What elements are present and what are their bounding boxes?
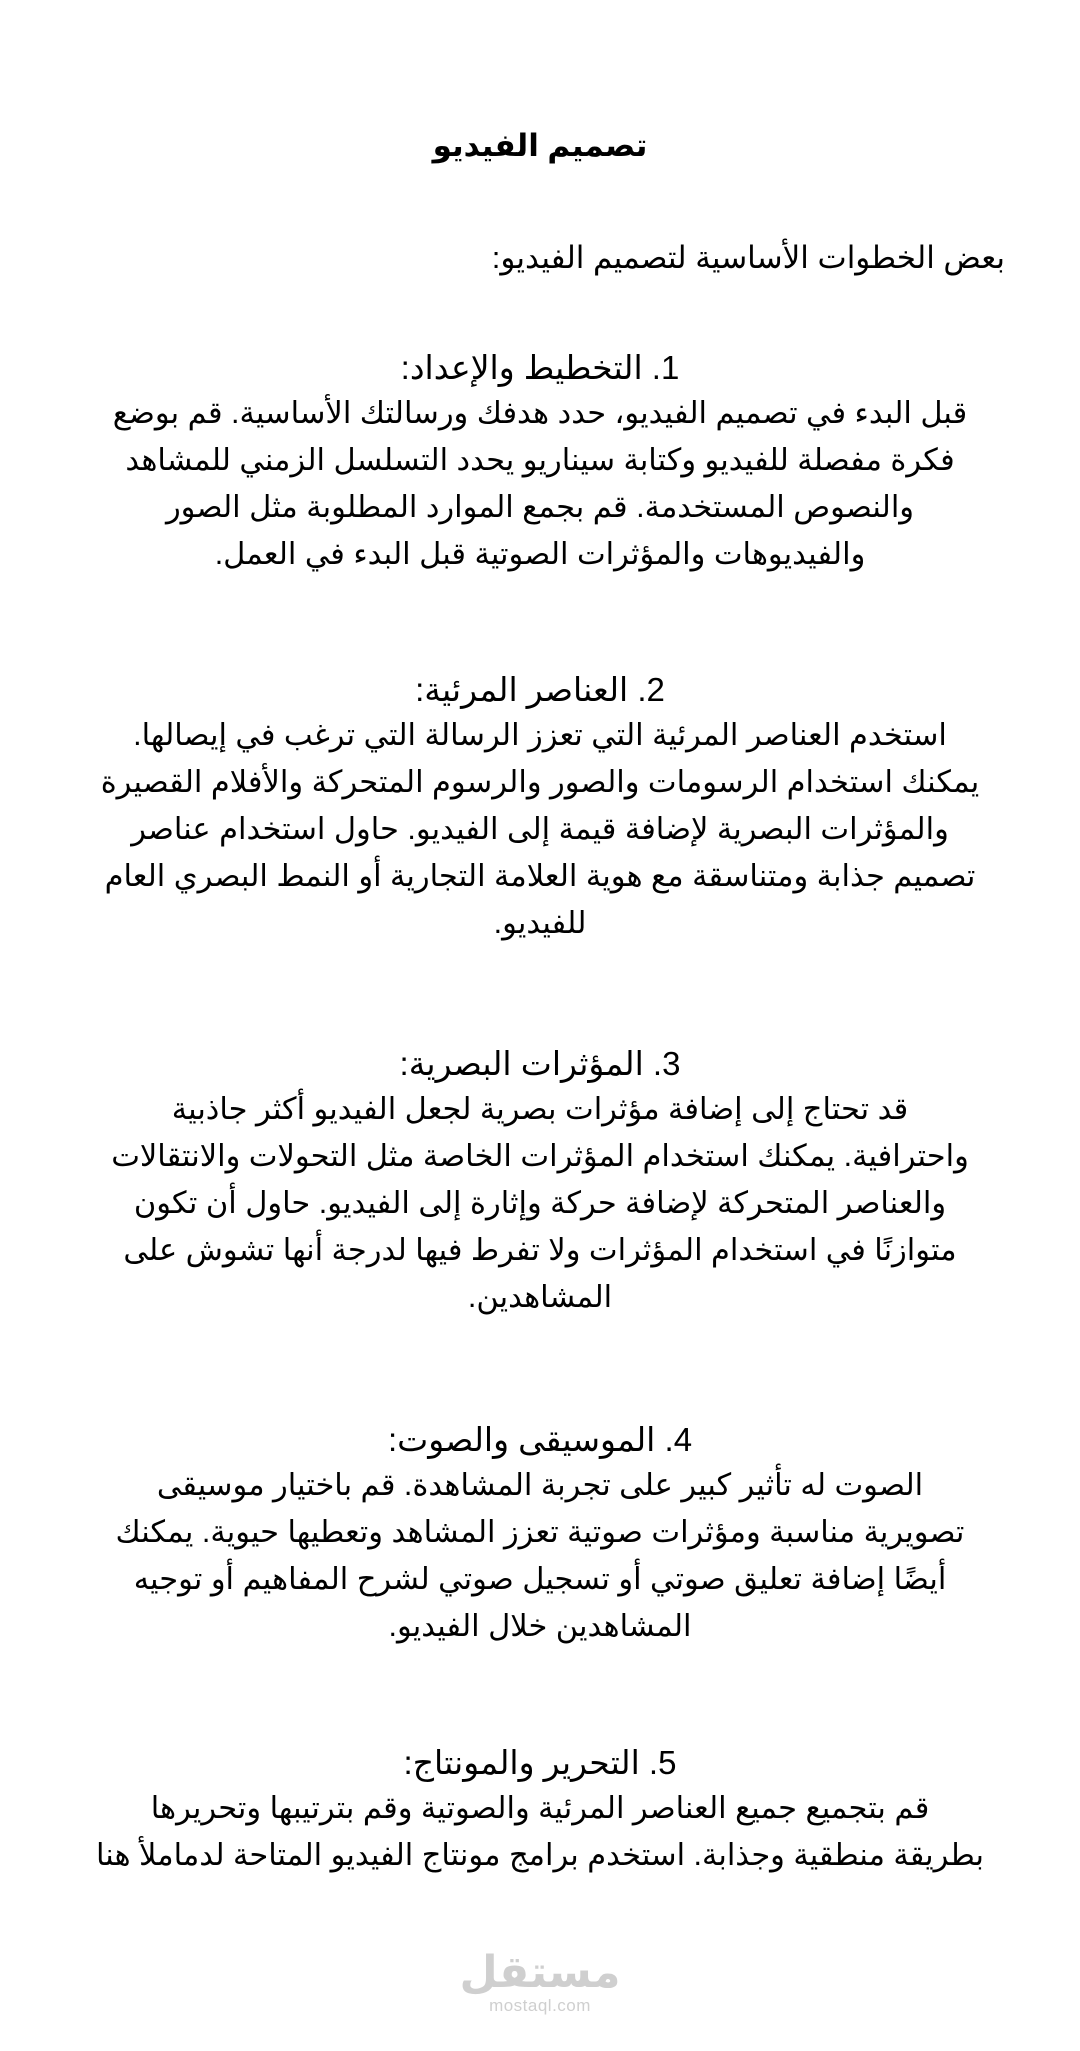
body-line: قد تحتاج إلى إضافة مؤثرات بصرية لجعل الفيديو أكثر جاذبية bbox=[171, 1092, 909, 1126]
section-body bbox=[60, 712, 1020, 947]
section-body bbox=[60, 1462, 1020, 1650]
section-visual-elements bbox=[60, 668, 1020, 947]
body-line: تصميم جذابة ومتناسقة مع هوية العلامة التجارية أو النمط البصري العام bbox=[104, 859, 976, 893]
document-title: تصميم الفيديو bbox=[432, 128, 648, 163]
section-body bbox=[60, 1086, 1020, 1321]
body-line: متوازنًا في استخدام المؤثرات ولا تفرط فيها لدرجة أنها تشوش على bbox=[123, 1233, 957, 1267]
section-heading: 1. التخطيط والإعداد: bbox=[400, 349, 680, 386]
intro-paragraph: بعض الخطوات الأساسية لتصميم الفيديو: bbox=[491, 240, 1005, 275]
body-line: بطريقة منطقية وجذابة. استخدم برامج مونتاج الفيديو المتاحة لدماملأ هنا bbox=[96, 1838, 984, 1872]
body-line: يمكنك استخدام الرسومات والصور والرسوم المتحركة والأفلام القصيرة bbox=[100, 765, 980, 799]
mostaql-watermark bbox=[0, 1950, 1080, 2016]
body-line: والفيديوهات والمؤثرات الصوتية قبل البدء في العمل. bbox=[214, 537, 866, 571]
section-heading: 5. التحرير والمونتاج: bbox=[403, 1744, 677, 1781]
body-line: للفيديو. bbox=[493, 906, 587, 940]
section-body bbox=[60, 1785, 1020, 1879]
section-visual-effects bbox=[60, 1042, 1020, 1321]
body-line: استخدم العناصر المرئية التي تعزز الرسالة التي ترغب في إيصالها. bbox=[133, 718, 947, 752]
body-line: أيضًا إضافة تعليق صوتي أو تسجيل صوتي لشرح المفاهيم أو توجيه bbox=[133, 1562, 947, 1596]
body-line: واحترافية. يمكنك استخدام المؤثرات الخاصة مثل التحولات والانتقالات bbox=[111, 1139, 969, 1173]
section-editing-montage bbox=[60, 1741, 1020, 1879]
body-line: الصوت له تأثير كبير على تجربة المشاهدة. قم باختيار موسيقى bbox=[156, 1468, 924, 1502]
section-music-sound bbox=[60, 1418, 1020, 1650]
body-line: المشاهدين. bbox=[467, 1280, 613, 1314]
body-line: تصويرية مناسبة ومؤثرات صوتية تعزز المشاهد وتعطيها حيوية. يمكنك bbox=[115, 1515, 965, 1549]
body-line: فكرة مفصلة للفيديو وكتابة سيناريو يحدد التسلسل الزمني للمشاهد bbox=[125, 443, 955, 477]
section-heading: 2. العناصر المرئية: bbox=[415, 671, 665, 708]
body-line: والمؤثرات البصرية لإضافة قيمة إلى الفيديو. حاول استخدام عناصر bbox=[131, 812, 949, 846]
section-planning bbox=[60, 346, 1020, 578]
section-heading: 3. المؤثرات البصرية: bbox=[399, 1045, 681, 1082]
section-heading: 4. الموسيقى والصوت: bbox=[387, 1421, 693, 1458]
body-line: قبل البدء في تصميم الفيديو، حدد هدفك ورسالتك الأساسية. قم بوضع bbox=[112, 396, 968, 430]
watermark-logo: مستقل bbox=[459, 1948, 621, 1997]
body-line: قم بتجميع جميع العناصر المرئية والصوتية وقم بترتيبها وتحريرها bbox=[150, 1791, 930, 1825]
body-line: المشاهدين خلال الفيديو. bbox=[388, 1609, 692, 1643]
watermark-url: mostaql.com bbox=[489, 1996, 591, 2015]
body-line: والنصوص المستخدمة. قم بجمع الموارد المطلوبة مثل الصور bbox=[165, 490, 915, 524]
section-body bbox=[60, 390, 1020, 578]
body-line: والعناصر المتحركة لإضافة حركة وإثارة إلى الفيديو. حاول أن تكون bbox=[133, 1186, 947, 1220]
